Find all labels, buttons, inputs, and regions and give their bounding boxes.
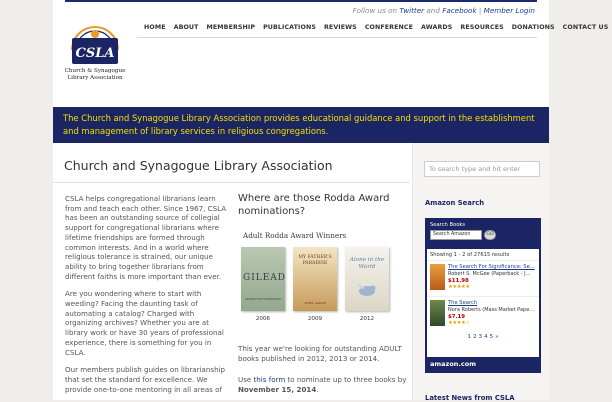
rodda-paragraph-1: This year we're looking for outstanding ADULT books published in 2012, 2013 or 2014.	[238, 344, 402, 363]
list-item[interactable]	[427, 260, 539, 296]
intro-paragraph-3: Our members publish guides on librarianship that set the standard for excellence. We provide one-to-one mentoring in all areas of	[65, 365, 226, 394]
item-rating: ★★★★★	[448, 284, 470, 290]
award-image-title: Adult Rodda Award Winners	[243, 231, 347, 240]
book-title: Alone in the World	[349, 257, 385, 270]
mission-text: The Church and Synagogue Library Association provides educational guidance and support in the establishment and management of library services in religious congregations.	[63, 113, 535, 136]
amazon-footer	[427, 357, 539, 371]
page-title: Church and Synagogue Library Association	[64, 158, 333, 173]
book-title: GILEAD	[243, 273, 287, 283]
nav-awards[interactable]: AWARDS	[421, 24, 453, 31]
text-use: Use	[238, 375, 254, 385]
nav-publications[interactable]: PUBLICATIONS	[263, 24, 316, 31]
amazon-pagination	[427, 334, 539, 340]
rodda-column	[238, 193, 408, 395]
mission-banner	[53, 107, 549, 143]
item-title-link[interactable]: The Search For Significance: Se...	[448, 264, 535, 270]
deadline-date: November 15, 2014	[238, 385, 317, 395]
nav-conference[interactable]: CONFERENCE	[364, 24, 414, 31]
item-author: Nora Roberts (Mass Market Pape...	[448, 307, 535, 313]
amazon-widget	[425, 218, 541, 373]
bird-illustration-icon	[355, 279, 379, 301]
nav-reviews[interactable]: REVIEWS	[323, 24, 357, 31]
book-thumbnail	[430, 300, 445, 326]
book-title: MY FATHER'S PARADISE	[298, 255, 332, 266]
page-link-4[interactable]: 4	[484, 334, 488, 340]
book-cover-my-fathers-paradise	[293, 247, 337, 311]
nav-resources[interactable]: RESOURCES	[460, 24, 504, 31]
book-year: 2006	[255, 316, 271, 322]
page-link-3[interactable]: 3	[478, 334, 483, 340]
follow-and: and	[424, 6, 443, 15]
rodda-heading: Where are those Rodda Award nominations?	[238, 193, 390, 217]
nav-about[interactable]: ABOUT	[173, 24, 199, 31]
nav-donations[interactable]: DONATIONS	[511, 24, 555, 31]
nomination-form-link[interactable]: this form	[253, 375, 286, 385]
list-item[interactable]	[427, 296, 539, 332]
item-title-link[interactable]: The Search	[448, 300, 478, 306]
follow-label: Follow us on	[352, 6, 400, 15]
logo-line-2: Library Association	[67, 75, 123, 81]
book-cover-alone-in-the-world	[345, 247, 389, 311]
rodda-paragraph-2	[238, 375, 408, 394]
page-link-1[interactable]: 1	[467, 334, 471, 340]
nav-contact-us[interactable]: CONTACT US	[562, 24, 609, 31]
item-price: $11.98	[448, 278, 469, 284]
logo-emblem-icon	[64, 20, 126, 68]
title-divider	[53, 182, 410, 183]
intro-paragraph-2: Are you wondering where to start with weeding? Facing the daunting task of automating a catalog? Charged with organizing archives? Whether you are at library work or have 30 years of professional experience, there is something for you in CSLA.	[65, 289, 224, 357]
nav-divider	[137, 37, 537, 38]
book-cover-gilead	[241, 247, 285, 311]
book-author: ARIEL SABAR	[304, 301, 326, 305]
amazon-go-button[interactable]: GO	[484, 230, 496, 240]
amazon-widget-header	[427, 220, 539, 249]
book-author: MARILYNNE ROBINSON	[244, 297, 282, 301]
amazon-search-row	[430, 230, 536, 240]
facebook-link[interactable]: Facebook	[442, 6, 477, 15]
book-thumbnail	[430, 264, 445, 290]
nav-membership[interactable]: MEMBERSHIP	[206, 24, 256, 31]
amazon-logo[interactable]: amazon.com	[430, 360, 476, 368]
rodda-award-image	[238, 229, 394, 332]
top-accent-bar	[65, 0, 537, 2]
book-year: 2012	[359, 316, 375, 322]
item-rating: ★★★★☆	[448, 320, 470, 326]
amazon-search-heading: Amazon Search	[425, 199, 485, 207]
amazon-search-input[interactable]: Search Amazon	[430, 230, 482, 240]
page-next[interactable]: »	[495, 334, 499, 340]
text-period: .	[316, 385, 319, 395]
latest-news-heading: Latest News from CSLA	[425, 394, 515, 402]
separator: |	[476, 6, 484, 15]
twitter-link[interactable]: Twitter	[399, 6, 425, 15]
item-author: Robert S. McGee (Paperback - J...	[448, 271, 531, 277]
item-price: $7.19	[448, 314, 466, 320]
intro-column	[65, 194, 227, 402]
text-nominate: to nominate up to three books by	[285, 375, 407, 385]
nav-home[interactable]: HOME	[144, 24, 166, 31]
page-link-2[interactable]: 2	[472, 334, 477, 340]
site-search-input[interactable]: To search type and hit enter	[424, 161, 540, 177]
intro-paragraph-1: CSLA helps congregational librarians learn from and teach each other. Since 1967, CSLA has been an outstanding source of collegial support for congregational librarians where lifetime friendships are formed through common interests. And in a world where religious tolerance is strained, our unique ability to bring together librarians from different faiths is more important than ever.	[65, 194, 227, 281]
logo-letters: CSLA	[75, 46, 115, 61]
social-links	[352, 6, 535, 15]
book-year: 2009	[307, 316, 323, 322]
amazon-search-label: Search Books	[430, 222, 466, 228]
amazon-result-count: Showing 1 - 2 of 27615 results	[430, 252, 510, 258]
member-login-link[interactable]: Member Login	[483, 6, 535, 15]
logo-line-1: Church & Synagogue	[64, 68, 126, 74]
page-link-5[interactable]: 5	[489, 334, 494, 340]
logo-caption	[62, 68, 128, 82]
main-nav	[140, 24, 612, 31]
